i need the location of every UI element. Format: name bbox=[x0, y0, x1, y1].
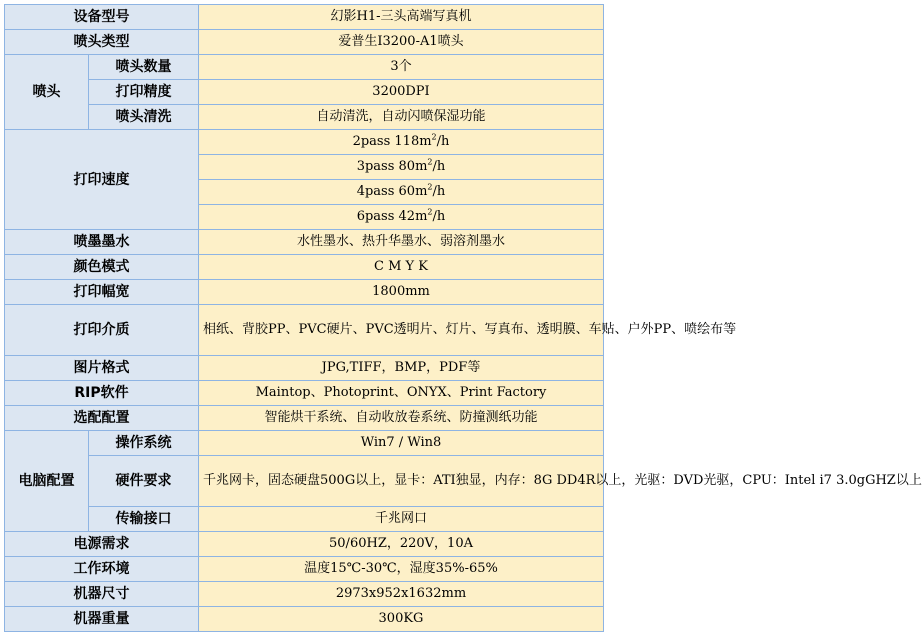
row-interface bbox=[5, 507, 604, 532]
label-hardware: 硬件要求 bbox=[89, 456, 199, 507]
row-head-cleaning bbox=[5, 105, 604, 130]
row-ink bbox=[5, 230, 604, 255]
row-options bbox=[5, 406, 604, 431]
label-size: 机器尺寸 bbox=[5, 582, 199, 607]
value-size: 2973x952x1632mm bbox=[199, 582, 604, 607]
row-environment bbox=[5, 557, 604, 582]
value-print-precision: 3200DPI bbox=[199, 80, 604, 105]
label-media: 打印介质 bbox=[5, 305, 199, 356]
row-rip bbox=[5, 381, 604, 406]
value-head-cleaning: 自动清洗，自动闪喷保湿功能 bbox=[199, 105, 604, 130]
value-weight: 300KG bbox=[199, 607, 604, 632]
value-device-model: 幻影H1-三头高端写真机 bbox=[199, 5, 604, 30]
row-power bbox=[5, 532, 604, 557]
value-ink: 水性墨水、热升华墨水、弱溶剂墨水 bbox=[199, 230, 604, 255]
value-head-type: 爱普生I3200-A1喷头 bbox=[199, 30, 604, 55]
label-head-cleaning: 喷头清洗 bbox=[89, 105, 199, 130]
row-image-format bbox=[5, 356, 604, 381]
value-speed-2: 3pass $80m^2/h$ bbox=[199, 155, 604, 180]
value-speed-3: 4pass $60m^2/h$ bbox=[199, 180, 604, 205]
label-computer-group: 电脑配置 bbox=[5, 431, 89, 532]
row-hardware bbox=[5, 456, 604, 507]
label-print-speed: 打印速度 bbox=[5, 130, 199, 230]
label-head-group: 喷头 bbox=[5, 55, 89, 130]
value-environment: 温度15℃-30℃，湿度35%-65% bbox=[199, 557, 604, 582]
value-speed-1: 2pass $118m^2/h$ bbox=[199, 130, 604, 155]
value-power: 50/60HZ，220V，10A bbox=[199, 532, 604, 557]
row-head-type bbox=[5, 30, 604, 55]
label-device-model: 设备型号 bbox=[5, 5, 199, 30]
label-head-type: 喷头类型 bbox=[5, 30, 199, 55]
value-media: 相纸、背胶PP、PVC硬片、PVC透明片、灯片、写真布、透明膜、车贴、户外PP、喷绘布等 bbox=[199, 305, 604, 356]
label-print-precision: 打印精度 bbox=[89, 80, 199, 105]
label-rip: RIP软件 bbox=[5, 381, 199, 406]
label-color-mode: 颜色模式 bbox=[5, 255, 199, 280]
value-os: Win7 / Win8 bbox=[199, 431, 604, 456]
value-interface: 千兆网口 bbox=[199, 507, 604, 532]
value-options: 智能烘干系统、自动收放卷系统、防撞测纸功能 bbox=[199, 406, 604, 431]
row-speed-1 bbox=[5, 130, 604, 155]
row-size bbox=[5, 582, 604, 607]
label-image-format: 图片格式 bbox=[5, 356, 199, 381]
label-ink: 喷墨墨水 bbox=[5, 230, 199, 255]
value-rip: Maintop、Photoprint、ONYX、Print Factory bbox=[199, 381, 604, 406]
row-color-mode bbox=[5, 255, 604, 280]
row-media bbox=[5, 305, 604, 356]
label-print-width: 打印幅宽 bbox=[5, 280, 199, 305]
value-hardware: 千兆网卡，固态硬盘500G以上，显卡：ATI独显，内存：8G DD4R以上，光驱：DVD光驱，CPU：Intel i7 3.0gGHZ以上 bbox=[199, 456, 604, 507]
spec-table bbox=[4, 4, 922, 632]
label-weight: 机器重量 bbox=[5, 607, 199, 632]
row-print-width bbox=[5, 280, 604, 305]
label-environment: 工作环境 bbox=[5, 557, 199, 582]
label-interface: 传输接口 bbox=[89, 507, 199, 532]
value-image-format: JPG,TIFF，BMP，PDF等 bbox=[199, 356, 604, 381]
value-print-width: 1800mm bbox=[199, 280, 604, 305]
row-device-model bbox=[5, 5, 604, 30]
value-head-count: 3个 bbox=[199, 55, 604, 80]
label-power: 电源需求 bbox=[5, 532, 199, 557]
row-os bbox=[5, 431, 604, 456]
row-print-precision bbox=[5, 80, 604, 105]
label-os: 操作系统 bbox=[89, 431, 199, 456]
label-options: 选配配置 bbox=[5, 406, 199, 431]
label-head-count: 喷头数量 bbox=[89, 55, 199, 80]
value-speed-4: 6pass $42m^2/h$ bbox=[199, 205, 604, 230]
row-head-count bbox=[5, 55, 604, 80]
row-weight bbox=[5, 607, 604, 632]
value-color-mode: C M Y K bbox=[199, 255, 604, 280]
